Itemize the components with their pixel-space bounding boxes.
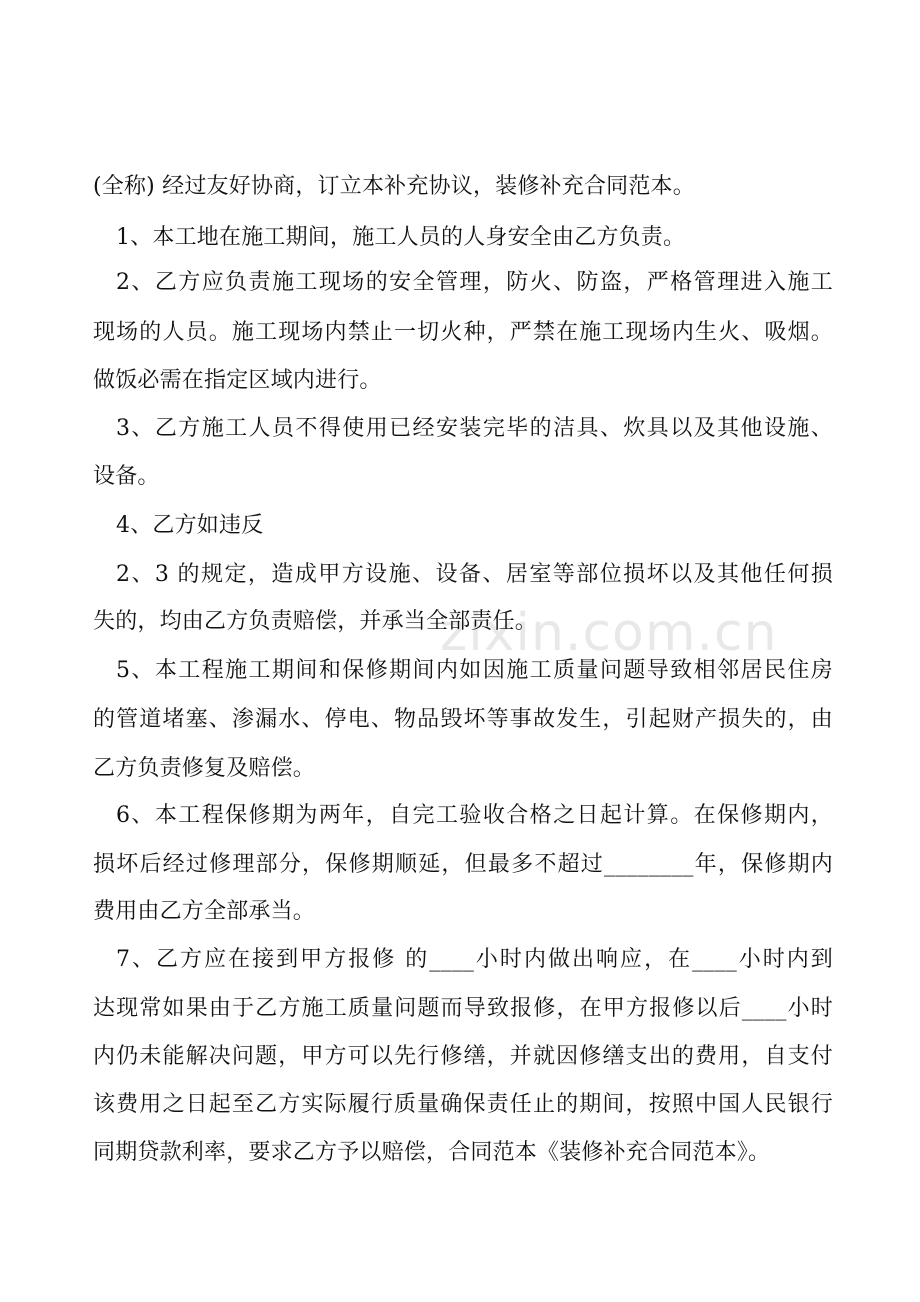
line-18: 达现常如果由于乙方施工质量问题而导致报修，在甲方报修以后____小时 bbox=[93, 996, 833, 1021]
line-21: 同期贷款利率，要求乙方予以赔偿，合同范本《装修补充合同范本》。 bbox=[93, 1140, 771, 1165]
line-5: 做饭必需在指定区域内进行。 bbox=[93, 368, 382, 393]
line-20: 该费用之日起至乙方实际履行质量确保责任止的期间，按照中国人民银行 bbox=[93, 1092, 833, 1117]
line-15: 损坏后经过修理部分，保修期顺延，但最多不超过________年，保修期内 bbox=[93, 852, 833, 877]
watermark: zixin.com.cn bbox=[440, 603, 778, 663]
line-14: 6、本工程保修期为两年，自完工验收合格之日起计算。在保修期内， bbox=[116, 803, 833, 828]
line-19: 内仍未能解决问题，甲方可以先行修缮，并就因修缮支出的费用，自支付 bbox=[93, 1044, 833, 1069]
line-1: (全称) 经过友好协商，订立本补充协议，装修补充合同范本。 bbox=[93, 174, 695, 199]
line-10: 失的，均由乙方负责赔偿，并承当全部责任。 bbox=[93, 609, 538, 634]
line-13: 乙方负责修复及赔偿。 bbox=[93, 756, 316, 781]
line-9: 2、3 的规定，造成甲方设施、设备、居室等部位损坏以及其他任何损 bbox=[116, 562, 833, 587]
line-7: 设备。 bbox=[93, 464, 160, 489]
line-11: 5、本工程施工期间和保修期间内如因施工质量问题导致相邻居民住房 bbox=[116, 658, 833, 683]
line-16: 费用由乙方全部承当。 bbox=[93, 899, 316, 924]
line-17: 7、乙方应在接到甲方报修 的____小时内做出响应，在____小时内到 bbox=[116, 947, 833, 972]
line-3: 2、乙方应负责施工现场的安全管理，防火、防盗，严格管理进入施工 bbox=[116, 270, 833, 295]
line-2: 1、本工地在施工期间，施工人员的人身安全由乙方负责。 bbox=[116, 225, 686, 250]
line-12: 的管道堵塞、渗漏水、停电、物品毁坏等事故发生，引起财产损失的，由 bbox=[93, 707, 833, 732]
line-6: 3、乙方施工人员不得使用已经安装完毕的洁具、炊具以及其他设施、 bbox=[116, 416, 833, 441]
line-8: 4、乙方如违反 bbox=[116, 513, 264, 538]
line-4: 现场的人员。施工现场内禁止一切火种，严禁在施工现场内生火、吸烟。 bbox=[93, 320, 833, 345]
